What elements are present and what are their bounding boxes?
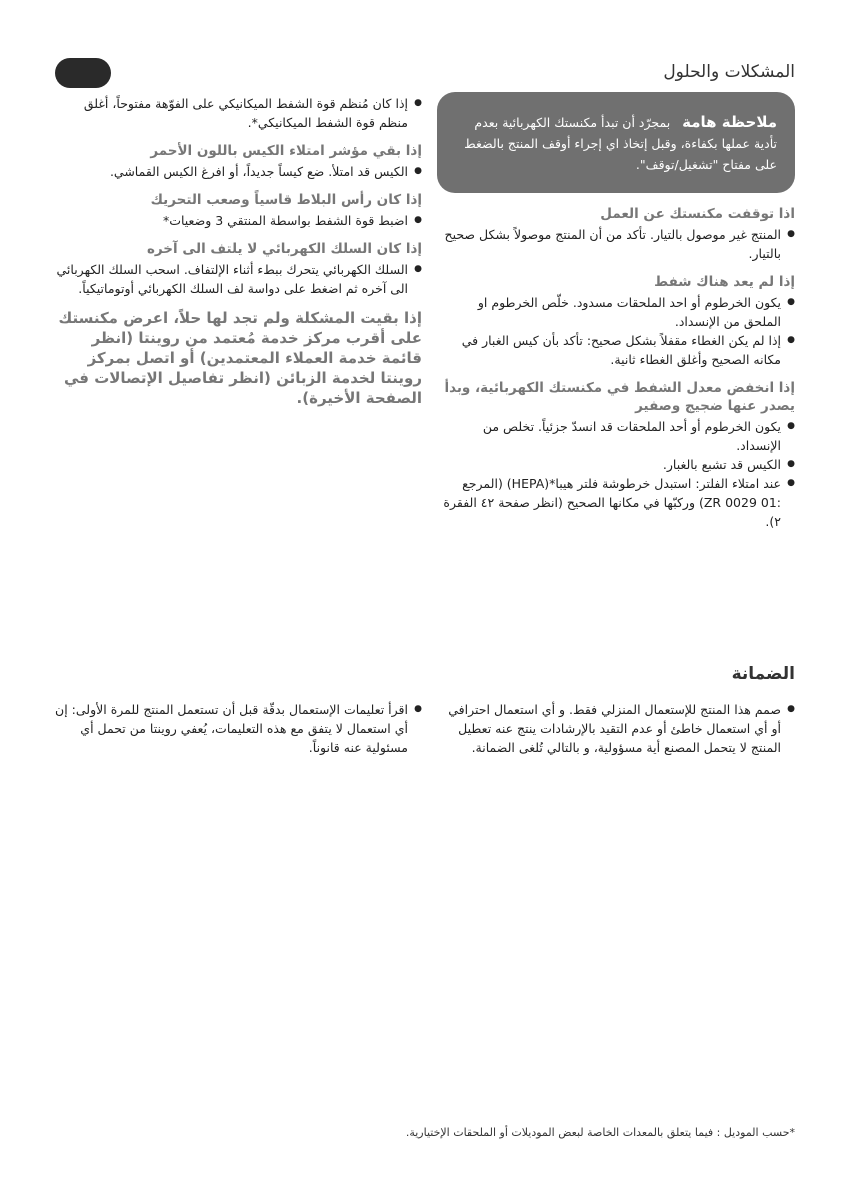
problems-left-column xyxy=(54,94,422,410)
warranty-right-column xyxy=(437,700,795,765)
list-item: ● اضبط قوة الشفط بواسطة المنتقي 3 وضعيات* xyxy=(54,211,422,230)
footnote: *حسب الموديل : فيما يتعلق بالمعدات الخاصة لبعض الموديلات أو الملحقات الإختيارية. xyxy=(405,1126,795,1139)
section-heading: إذا بقي مؤشر امتلاء الكيس باللون الأحمر xyxy=(150,143,422,159)
note-label: ملاحظة هامة xyxy=(682,113,777,131)
section-bag-indicator xyxy=(54,142,422,181)
section-floor-head xyxy=(54,191,422,230)
section-no-suction xyxy=(437,273,795,369)
list-item: ● السلك الكهربائي يتحرك ببطء أثناء الإلتفاف. اسحب السلك الكهربائي الى آخره ثم اضغط على دواسة لف السلك الكهربائي أوتوماتيكياً. xyxy=(54,260,422,298)
list-item: ● يكون الخرطوم أو احد الملحقات مسدود. خلّص الخرطوم او الملحق من الإنسداد. xyxy=(437,293,795,331)
section-cord xyxy=(54,240,422,298)
section-stopped xyxy=(437,205,795,263)
section-heading: اذا توقفت مكنستك عن العمل xyxy=(600,206,795,222)
list-item: ● إذا لم يكن الغطاء مقفلاً بشكل صحيح: تأكد بأن كيس الغبار في مكانه الصحيح وأغلق الغطاء ثانية. xyxy=(437,331,795,369)
list-item: ● يكون الخرطوم أو أحد الملحقات قد انسدّ جزئياً. تخلص من الإنسداد. xyxy=(437,417,795,455)
section-heading: إذا كان السلك الكهربائي لا يلتف الى آخره xyxy=(146,241,422,257)
section-heading: إذا انخفض معدل الشفط في مكنستك الكهربائية، وبدأ يصدر عنها ضجيج وصفير xyxy=(444,380,795,414)
list-item: ● الكيس قد امتلأ. ضع كيساً جديداً، أو افرغ الكيس القماشي. xyxy=(54,162,422,181)
list-item: ● المنتج غير موصول بالتيار. تأكد من أن المنتج موصولاً بشكل صحيح بالتيار. xyxy=(437,225,795,263)
warranty-left-column xyxy=(54,700,422,765)
page-number-tab xyxy=(55,58,111,88)
warranty-title: الضمانة xyxy=(731,664,795,684)
note-text: بمجرّد أن تبدأ مكنستك الكهربائية بعدم تأدية عملها بكفاءة، وقبل إتخاذ اي إجراء أوقف المنتج بالضغط على مفتاح "تشغيل/توقف". xyxy=(464,115,777,172)
list-item: ● إذا كان مُنظم قوة الشفط الميكانيكي على الفوّهة مفتوحاً، أغلق منظم قوة الشفط الميكانيكي*. xyxy=(54,94,422,132)
list-item: ● اقرأ تعليمات الإستعمال بدقّة قبل أن تستعمل المنتج للمرة الأولى: إن أي استعمال لا يتفق مع هذه التعليمات، يُعفي روينتا من تحمل أي مسئولية عنه قانوناً. xyxy=(54,700,422,757)
final-advice: إذا بقيت المشكلة ولم تجد لها حلاً، اعرض مكنستك على أقرب مركز خدمة مُعتمد من روينتا (انظر قائمة خدمة العملاء المعتمدين) أو اتصل بمركز روينتا لخدمة الزبائن (انظر تفاصيل الإتصالات في الصفحة الأخيرة). xyxy=(58,309,422,407)
section-heading: إذا كان رأس البلاط قاسياً وصعب التحريك xyxy=(150,192,422,208)
problems-section-title: المشكلات والحلول xyxy=(663,62,795,82)
list-item: ● صمم هذا المنتج للإستعمال المنزلي فقط. و أي استعمال احترافي أو أي استعمال خاطئ أو عدم التقيد بالإرشادات ينتج عنه تعطيل المنتج لا يتحمل المصنع أية مسؤولية، و بالتالي تُلغى الضمانة. xyxy=(437,700,795,757)
section-heading: إذا لم يعد هناك شفط xyxy=(654,274,795,290)
problems-right-column xyxy=(437,62,795,539)
list-item: ● عند امتلاء الفلتر: استبدل خرطوشة فلتر هيبا*(HEPA) (المرجع :ZR 0029 01) وركبّها في مكانها الصحيح (انظر صفحة ٤٢ الفقرة ٢). xyxy=(437,474,795,531)
important-note-box xyxy=(437,92,795,193)
list-item: ● الكيس قد تشبع بالغبار. xyxy=(437,455,795,474)
section-low-suction xyxy=(437,379,795,531)
